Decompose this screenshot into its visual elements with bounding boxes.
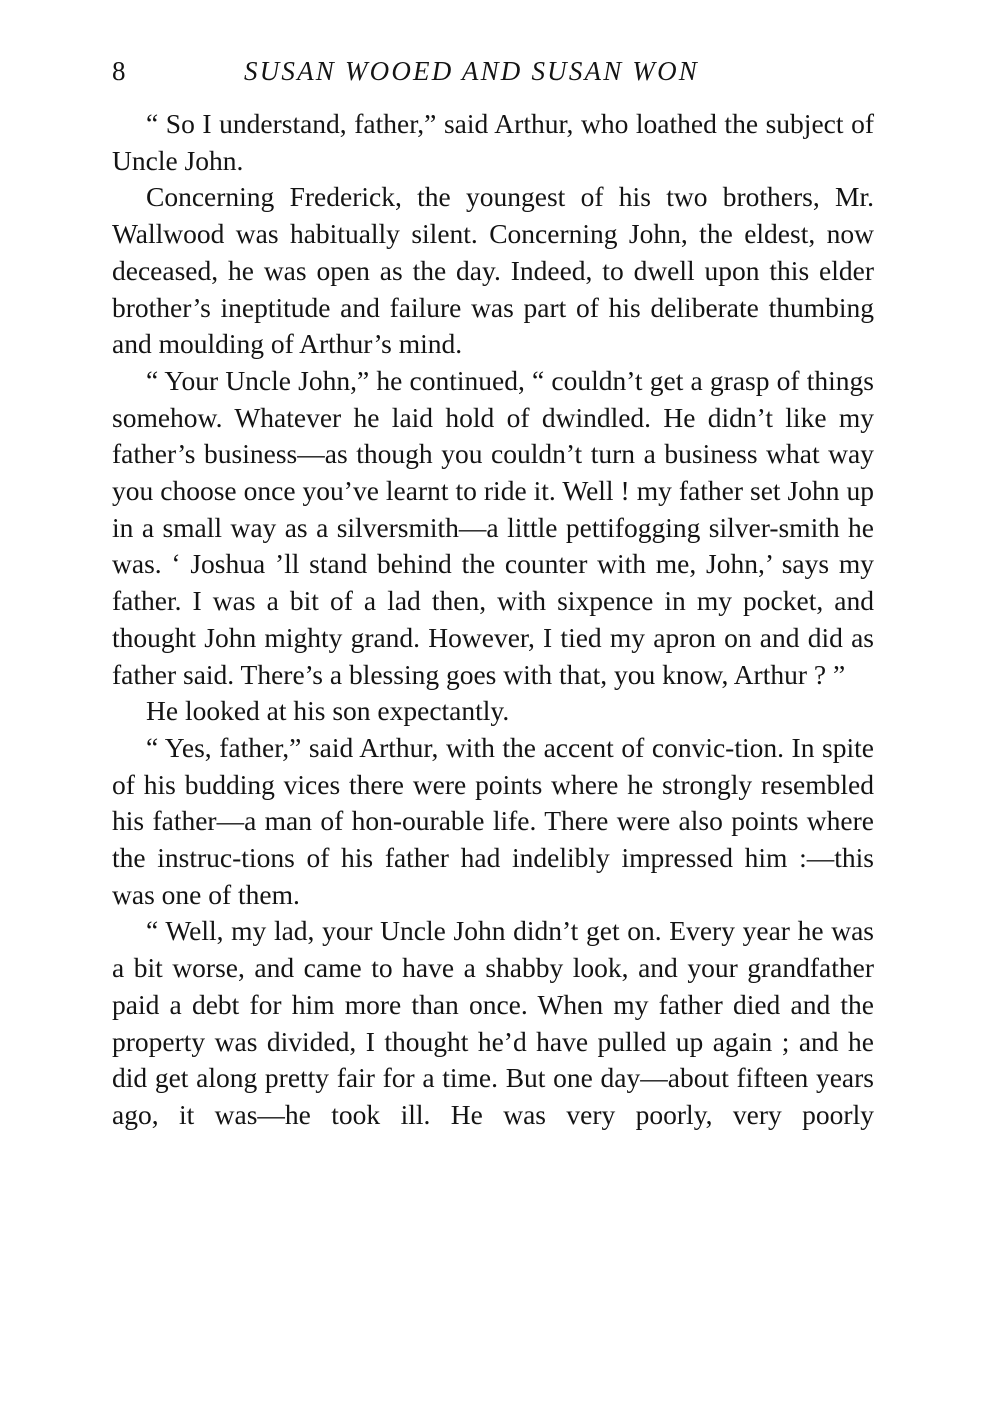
page-number: 8 — [112, 56, 126, 86]
paragraph: “ Well, my lad, your Uncle John didn’t get on. Every year he was a bit worse, and came to have a shabby look, and your grandfather paid a debt for him more than once. When my father died and the property was divided, I thought he’d have pulled up again ; and he did get along pretty fair for a time. But one day—about fifteen years ago, it was—he took ill. He was very poorly, very poorly — [112, 915, 874, 1130]
paragraph: He looked at his son expectantly. — [146, 695, 510, 727]
running-head — [112, 52, 874, 92]
paragraph: “ Your Uncle John,” he continued, “ couldn’t get a grasp of things somehow. Whatever he laid hold of dwindled. He didn’t like my father’s business—as though you couldn’t turn a business what way you choose once you’ve learnt to ride it. Well ! my father set John up in a small way as a silversmith—a little pettifogging silver-smith he was. ‘ Joshua ’ll stand behind the counter with me, John,’ says my father. I was a bit of a lad then, with sixpence in my pocket, and thought John mighty grand. However, I tied my apron on and did as father said. There’s a blessing goes with that, you know, Arthur ? ” — [112, 364, 874, 690]
paragraph: “ Yes, father,” said Arthur, with the accent of convic-tion. In spite of his budding vices there were points where he strongly resembled his father—a man of hon-ourable life. There were also points where the instruc-tions of his father had indelibly impressed him :—this was one of them. — [112, 731, 874, 910]
body-text — [112, 106, 874, 1134]
paragraph: Concerning Frederick, the youngest of his two brothers, Mr. Wallwood was habitually silent. Concerning John, the eldest, now deceased, he was open as the day. Indeed, to dwell upon this elder brother’s ineptitude and failure was part of his deliberate thumbing and moulding of Arthur’s mind. — [112, 181, 874, 360]
book-page — [112, 52, 874, 1134]
paragraph: “ So I understand, father,” said Arthur, who loathed the subject of Uncle John. — [112, 108, 874, 176]
running-title: SUSAN WOOED AND SUSAN WON — [244, 56, 699, 86]
